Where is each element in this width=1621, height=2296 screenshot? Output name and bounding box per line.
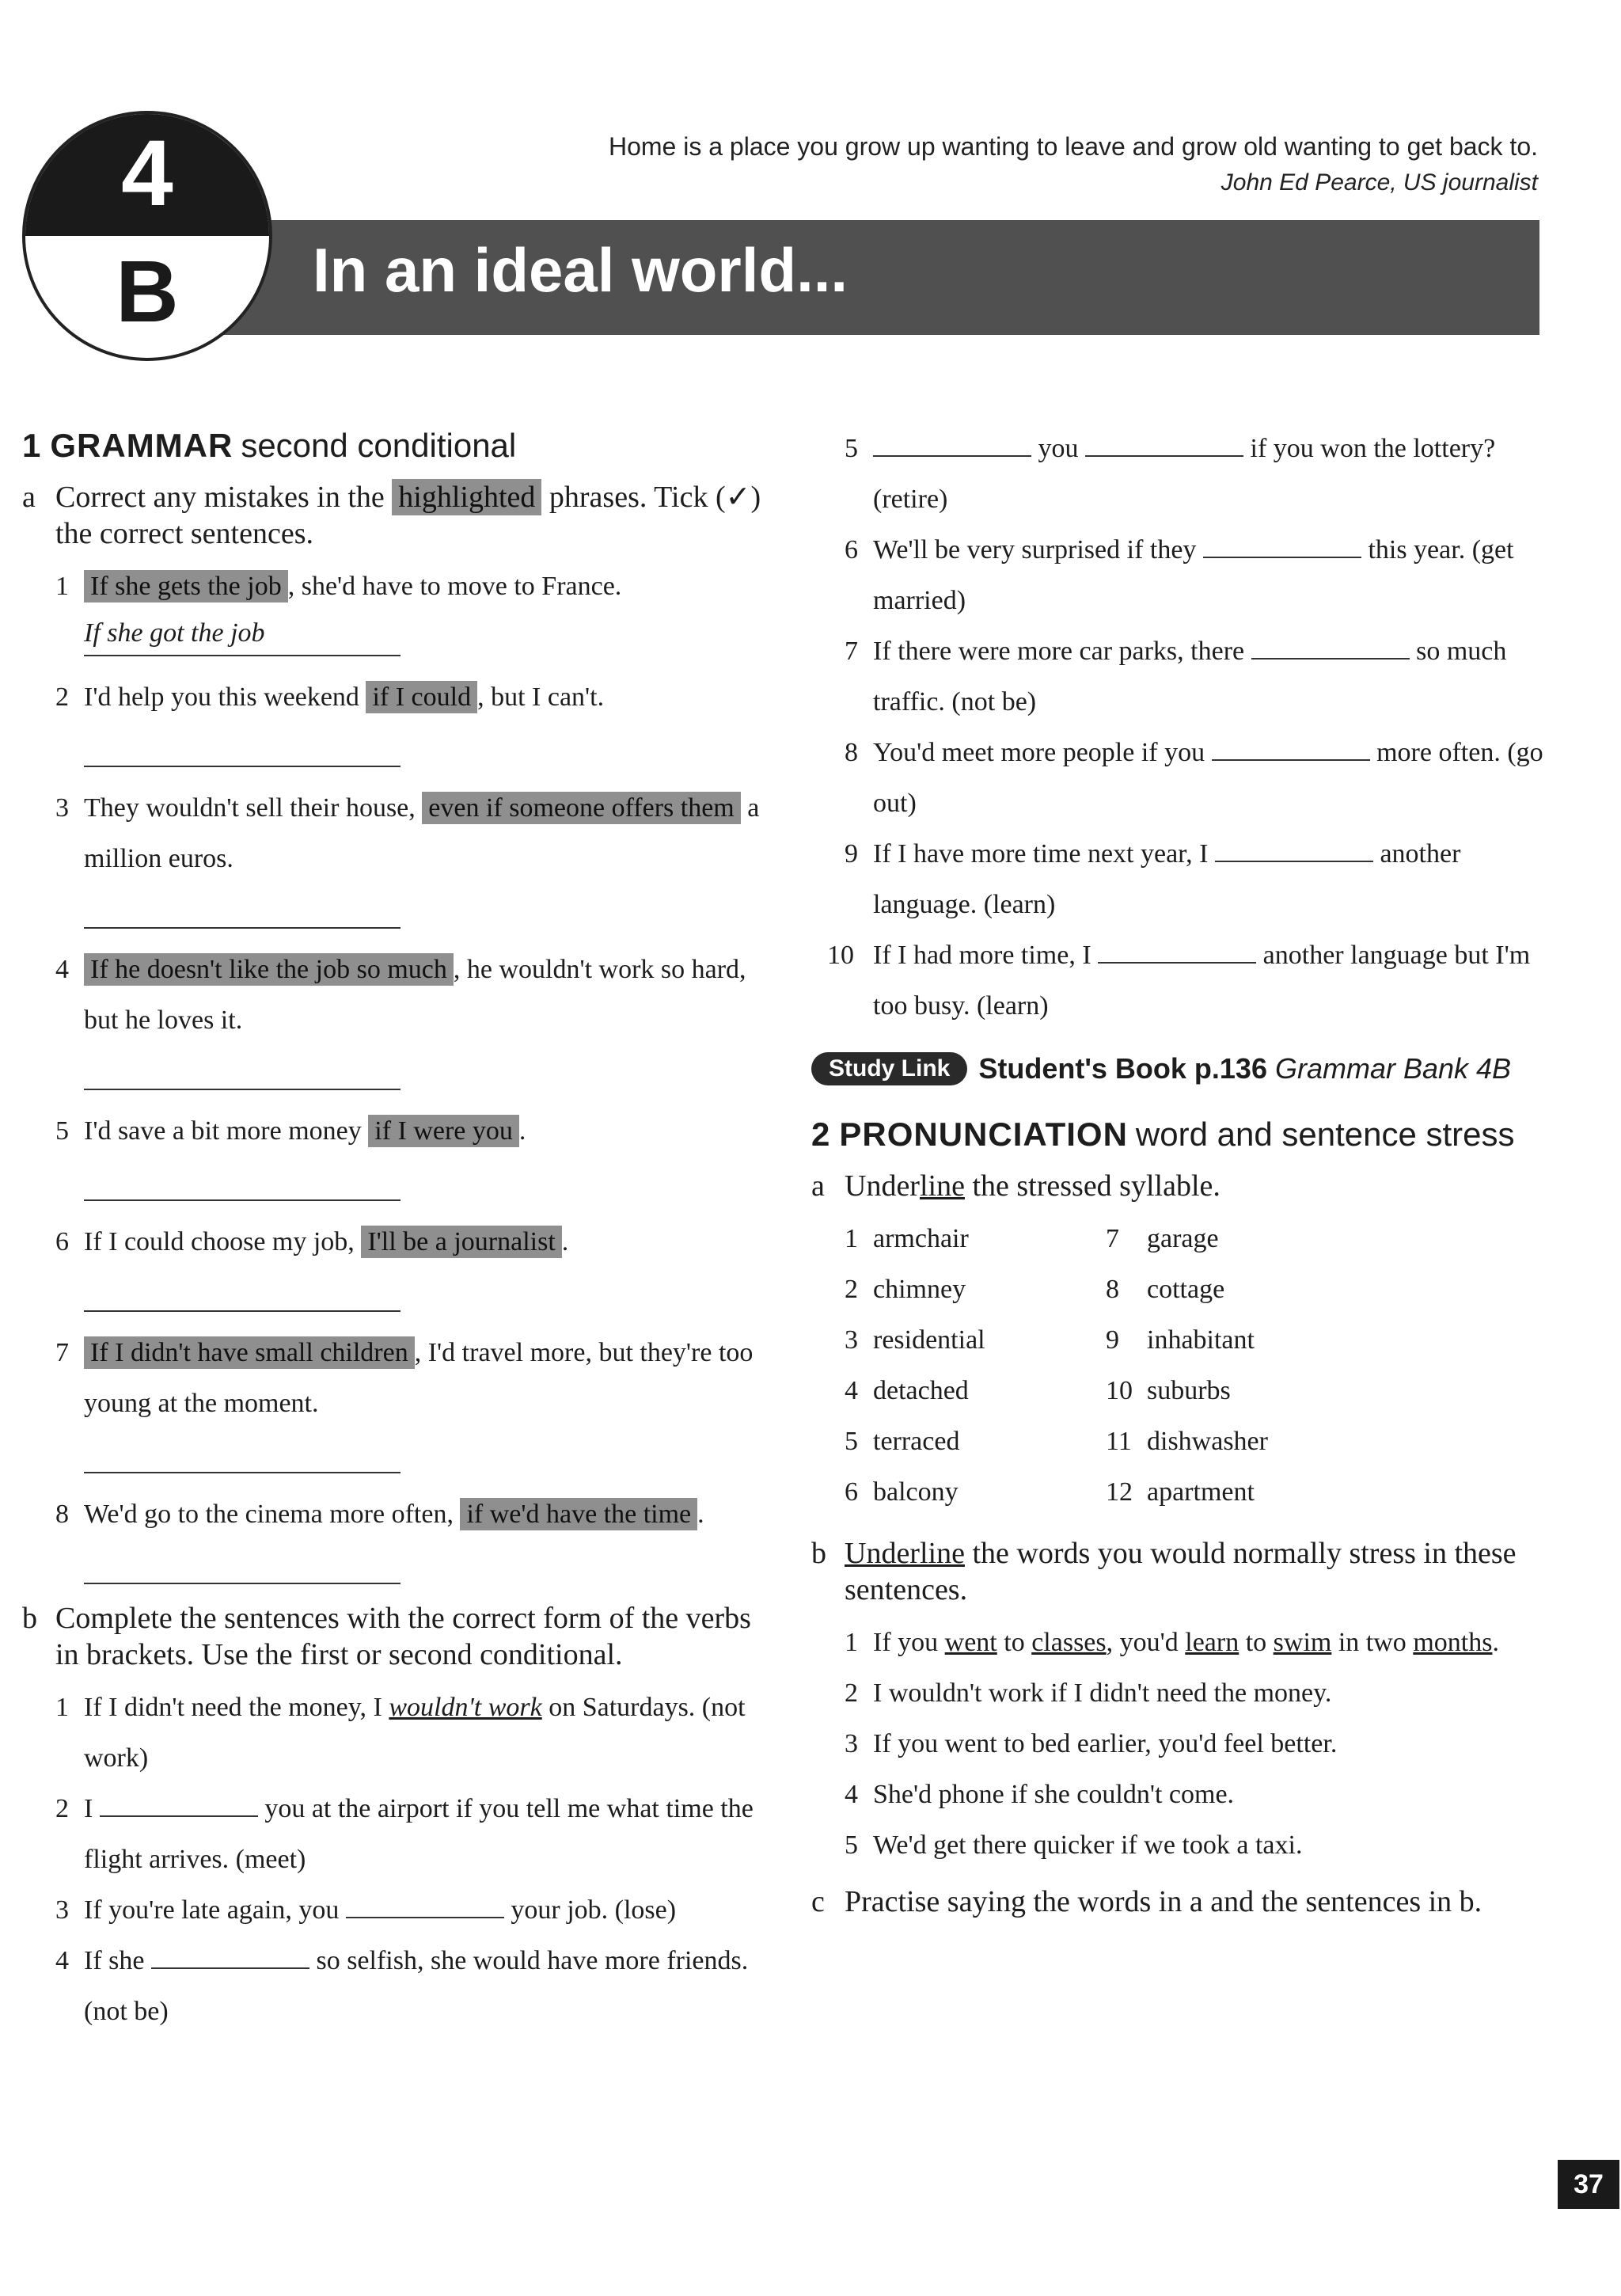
item-number: 2 [55,682,69,712]
item-number: 7 [55,1338,69,1367]
item-number: 1 [55,572,69,601]
item-text: I [84,1794,100,1823]
study-link [811,1052,1555,1085]
highlighted-phrase: If she gets the job [84,570,288,603]
grammar-b-item [55,1682,762,1784]
word-item[interactable] [845,1467,1106,1518]
stressed-word: swim [1273,1628,1332,1657]
item-text: If I had more time, I [873,941,1099,970]
item-number: 5 [845,1830,858,1860]
word-item[interactable] [845,1264,1106,1315]
sentence-text: If you [873,1628,945,1657]
word-item[interactable] [845,1416,1106,1467]
sentence-text: in two [1331,1628,1414,1657]
blank-input[interactable] [100,1787,258,1817]
sentence-text: , you'd [1106,1628,1186,1657]
blank-input[interactable] [1251,629,1410,660]
grammar-a-instruction [22,479,762,552]
word-item[interactable] [845,1214,1106,1264]
section-subtitle: word and sentence stress [1135,1116,1515,1153]
word-item[interactable] [1106,1366,1367,1416]
grammar-a-item [55,1106,762,1157]
item-number: 4 [55,955,69,984]
sentence-item[interactable] [845,1617,1555,1668]
stressed-word: months [1413,1628,1493,1657]
item-number: 8 [55,1500,69,1529]
study-link-book: Student's Book p.136 [978,1052,1267,1085]
item-number: 4 [845,1780,858,1809]
grammar-b-item [845,626,1555,728]
grammar-a-item [55,1328,762,1429]
item-text: I'd save a bit more money [84,1116,369,1146]
sentence-text: to [1239,1628,1274,1657]
quote-text: Home is a place you grow up wanting to leave and grow old wanting to get back to. [608,132,1538,161]
item-text: I'd help you this weekend [84,682,366,712]
item-text: you at the airport if you tell me what time the flight arrives. (meet) [84,1794,754,1874]
item-number: 1 [845,1628,858,1657]
answer-line[interactable] [84,1268,401,1312]
word-item[interactable] [1106,1264,1367,1315]
grammar-b-item [827,930,1555,1032]
grammar-a-item [55,945,762,1046]
sentence-item[interactable] [845,1668,1555,1719]
word-text: balcony [873,1477,959,1507]
word-list [845,1214,1555,1518]
grammar-b-item [845,728,1555,829]
word-number: 7 [1106,1224,1119,1253]
grammar-b-item [55,1885,762,1936]
page-number: 37 [1558,2160,1619,2209]
item-text: We'd go to the cinema more often, [84,1500,461,1529]
instruction-text: Correct any mistakes in the [55,481,385,514]
word-number: 2 [845,1275,858,1304]
word-number: 6 [845,1477,858,1507]
unit-number: 4 [121,121,173,226]
grammar-b-item [845,525,1555,626]
highlight-sample: highlighted [392,479,541,515]
sentence-text: I wouldn't work if I didn't need the money. [873,1678,1332,1708]
item-text: , but I can't. [477,682,605,712]
highlighted-phrase: I'll be a journalist [361,1226,561,1258]
word-text: inhabitant [1147,1325,1255,1355]
pronunciation-b-instruction [811,1535,1555,1608]
item-text: , I'd travel more, but they're too young at the moment. [84,1338,754,1418]
instruction-text: Complete the sentences with the correct form of the verbs in brackets. Use the first or second conditional. [55,1602,751,1671]
instruction-text: the words you would normally stress in these sentences. [845,1537,1517,1606]
quote-author: John Ed Pearce, US journalist [1220,169,1538,196]
item-text: If she [84,1946,151,1975]
word-number: 8 [1106,1275,1119,1304]
sentence-text: . [1492,1628,1499,1657]
answer-line[interactable]: If she got the job [84,612,401,656]
item-text: , she'd have to move to France. [287,572,622,601]
word-text: garage [1147,1224,1219,1253]
item-text: so much traffic. (not be) [873,637,1507,717]
sentence-text: If you went to bed earlier, you'd feel better. [873,1729,1338,1758]
answer-line[interactable] [84,723,401,767]
pronunciation-a-instruction [811,1168,1555,1204]
item-text: , he wouldn't work so hard, but he loves it. [84,955,746,1035]
item-text: If I have more time next year, I [873,839,1215,869]
word-text: residential [873,1325,985,1355]
item-text: If you're late again, you [84,1895,346,1925]
answer-line[interactable] [84,884,401,929]
section-subtitle: second conditional [241,427,517,464]
word-number: 4 [845,1376,858,1405]
word-text: dishwasher [1147,1427,1268,1456]
item-number: 3 [845,1729,858,1758]
sentence-item[interactable] [845,1719,1555,1770]
sentence-text: She'd phone if she couldn't come. [873,1780,1235,1809]
highlighted-phrase: if we'd have the time [460,1498,697,1530]
item-text: If there were more car parks, there [873,637,1251,666]
blank-input[interactable] [346,1888,504,1918]
grammar-heading [22,424,762,468]
part-label: c [811,1885,825,1918]
stressed-word: classes [1031,1628,1107,1657]
grammar-a-item [55,561,762,612]
item-number: 5 [55,1116,69,1146]
word-number: 12 [1106,1477,1133,1507]
unit-letter: B [116,243,179,340]
instruction-text: the stressed syllable. [964,1169,1220,1203]
blank-input[interactable] [1212,731,1370,761]
item-text: your job. (lose) [503,1895,677,1925]
part-label: b [811,1537,826,1570]
item-number: 8 [845,738,858,767]
item-text: another language but I'm too busy. (learn) [873,941,1531,1021]
study-link-grammar-bank: Grammar Bank 4B [1274,1052,1512,1085]
sentence-item[interactable] [845,1770,1555,1820]
item-number: 2 [845,1678,858,1708]
study-link-pill[interactable]: Study Link [811,1052,967,1085]
item-number: 4 [55,1946,69,1975]
header-quote [609,128,1538,201]
item-text: another language. (learn) [873,839,1461,919]
word-text: chimney [873,1275,966,1304]
blank-input[interactable] [1215,832,1373,862]
highlighted-phrase: if I were you [368,1115,519,1147]
item-number: 6 [55,1227,69,1256]
blank-input[interactable] [1203,528,1361,558]
word-number: 10 [1106,1376,1133,1405]
title-banner [198,220,1539,335]
item-text: you [1031,434,1085,463]
grammar-a-item [55,672,762,723]
word-number: 3 [845,1325,858,1355]
grammar-a-item [55,783,762,884]
item-text: . [561,1227,569,1256]
item-number: 2 [55,1794,69,1823]
item-text: a million euros. [84,793,760,873]
word-item[interactable] [1106,1214,1367,1264]
grammar-a-item [55,1217,762,1268]
section-name: PRONUNCIATION [839,1116,1128,1153]
instruction-text: phrases. Tick (✓) the correct sentences. [55,481,761,550]
item-text: this year. (get married) [873,535,1514,615]
grammar-b-instruction [22,1600,762,1673]
blank-input[interactable] [1098,933,1256,964]
unit-badge [22,111,272,361]
item-text: on Saturdays. (not work) [84,1693,746,1773]
word-text: suburbs [1147,1376,1231,1405]
left-column [22,424,762,2037]
instruction-text: Practise saying the words in a and the sentences in b. [845,1885,1482,1918]
answer-line[interactable] [84,1157,401,1201]
grammar-b-item [845,424,1555,525]
word-number: 5 [845,1427,858,1456]
item-number: 3 [55,793,69,823]
highlighted-phrase: If he doesn't like the job so much [84,953,454,986]
highlighted-phrase: if I could [366,681,477,713]
item-number: 10 [827,941,854,970]
grammar-b-item [55,1784,762,1885]
blank-input[interactable] [151,1939,309,1969]
page-title: In an ideal world... [313,235,848,305]
item-text: if you won the lottery? (retire) [873,434,1496,514]
word-number: 9 [1106,1325,1119,1355]
answer-line[interactable] [84,1429,401,1473]
word-text: cottage [1147,1275,1225,1304]
word-text: terraced [873,1427,960,1456]
part-label: a [811,1169,825,1203]
stressed-word: learn [1185,1628,1239,1657]
word-text: armchair [873,1224,969,1253]
stressed-word: went [944,1628,997,1657]
item-text: If I could choose my job, [84,1227,362,1256]
item-number: 1 [55,1693,69,1722]
word-item[interactable] [1106,1416,1367,1467]
word-item[interactable] [845,1315,1106,1366]
sentence-text: We'd get there quicker if we took a taxi. [873,1830,1303,1860]
right-column [811,424,1555,1929]
sentence-item[interactable] [845,1820,1555,1871]
highlighted-phrase: If I didn't have small children [84,1336,415,1369]
item-text: If I didn't need the money, I [84,1693,389,1722]
part-label: a [22,481,36,514]
answer-line[interactable] [84,1540,401,1584]
instruction-underlined: line [919,1169,965,1203]
sentence-text: to [997,1628,1032,1657]
highlighted-phrase: even if someone offers them [422,792,740,824]
item-number: 9 [845,839,858,869]
answer-line[interactable] [84,1046,401,1090]
item-number: 3 [55,1895,69,1925]
part-label: b [22,1602,37,1635]
word-item[interactable] [1106,1315,1367,1366]
blank-input[interactable] [873,427,1031,457]
word-number: 11 [1106,1427,1132,1456]
grammar-b-item [845,829,1555,930]
section-number: 2 [811,1116,830,1153]
word-item[interactable] [845,1366,1106,1416]
grammar-b-item [55,1936,762,2037]
word-text: apartment [1147,1477,1255,1507]
item-text: You'd meet more people if you [873,738,1212,767]
item-number: 7 [845,637,858,666]
item-text: . [697,1500,704,1529]
word-number: 1 [845,1224,858,1253]
item-text: so selfish, she would have more friends. (not be) [84,1946,749,2026]
instruction-underlined: Underline [845,1537,965,1570]
pronunciation-heading [811,1112,1555,1157]
section-name: GRAMMAR [50,427,233,464]
grammar-a-item [55,1489,762,1540]
item-number: 6 [845,535,858,564]
pronunciation-c-instruction [811,1884,1555,1920]
item-text: We'll be very surprised if they [873,535,1203,564]
word-text: detached [873,1376,969,1405]
item-number: 5 [845,434,858,463]
item-text: . [518,1116,526,1146]
example-answer: wouldn't work [389,1693,542,1722]
section-number: 1 [22,427,41,464]
item-text: more often. (go out) [873,738,1543,818]
instruction-text: Under [845,1169,920,1203]
word-item[interactable] [1106,1467,1367,1518]
blank-input[interactable] [1085,427,1243,457]
item-text: They wouldn't sell their house, [84,793,423,823]
